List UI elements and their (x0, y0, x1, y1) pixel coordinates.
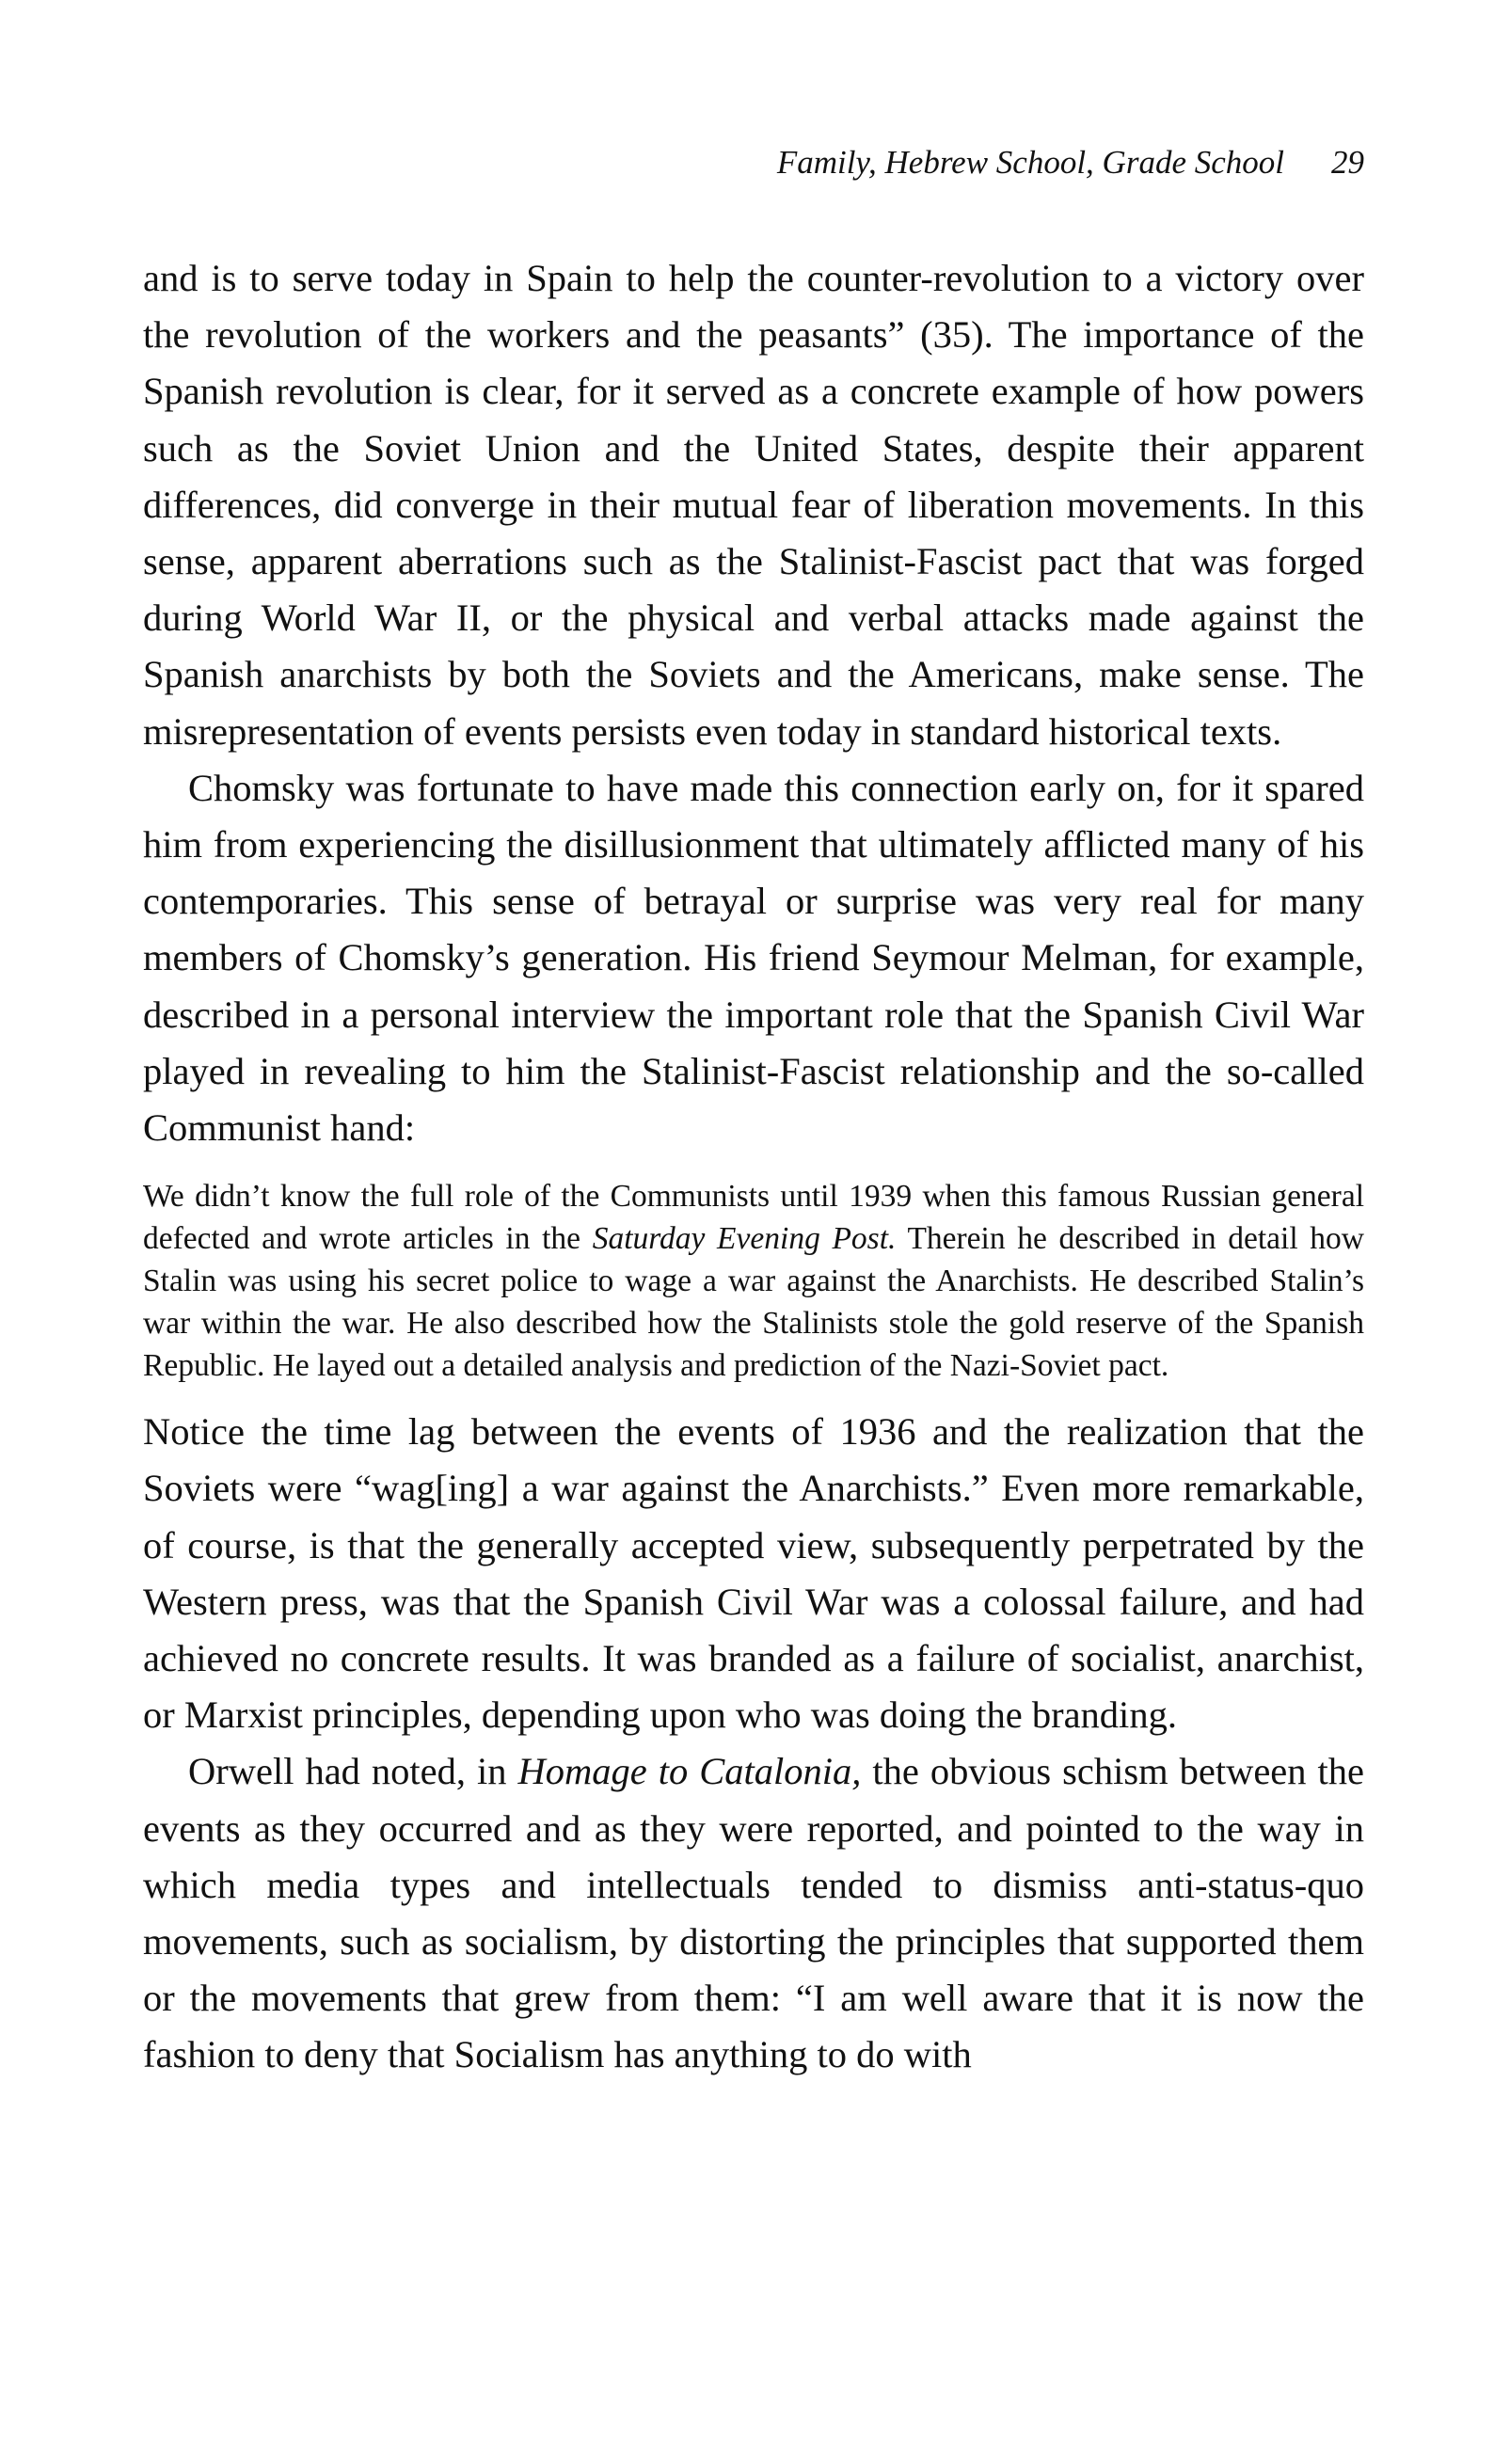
orwell-text-2: the obvious schism between the events as they occurred and as they were reported, and pointed to the way in which media types and intellectuals tended to dismiss anti-status-quo movements, such as socialism, by distorting the principles that supported them or the movements that grew from them: “I am well aware that it is now the fashion to deny that Socialism has anything to do with (143, 1750, 1364, 2076)
paragraph-after-quote: Notice the time lag between the events of 1936 and the realization that the Soviets were “wag[ing] a war against the Anarchists.” Even more remarkable, of course, is that the generally accepted view, subsequently perpetrated by the Western press, was that the Spanish Civil War was a colossal failure, and had achieved no concrete results. It was branded as a failure of socialist, anarchist, or Marxist principles, depending upon who was doing the branding. (143, 1410, 1364, 1737)
paragraph-orwell (143, 1743, 1364, 2083)
book-page (143, 0, 1364, 2464)
quote-text-1: We didn’t know the full role of the Communists until 1939 when this famous Russian general defected and wrote articles in the (143, 1179, 1364, 1257)
page-number: 29 (1331, 144, 1364, 181)
running-head (143, 139, 1364, 186)
paragraph-chomsky: Chomsky was fortunate to have made this connection early on, for it spared him from experiencing the disillusionment that ultimately afflicted many of his contemporaries. This sense of betrayal or surprise was very real for many members of Chomsky’s generation. His friend Seymour Melman, for example, described in a personal interview the important role that the Spanish Civil War played in revealing to him the Stalinist-Fascist relationship and the so-called Communist hand: (143, 766, 1364, 1150)
running-title: Family, Hebrew School, Grade School (776, 144, 1284, 181)
quote-italic-title: Saturday Evening Post. (592, 1221, 897, 1257)
orwell-text-1: Orwell had noted, in (188, 1750, 518, 1793)
block-quote-melman (143, 1175, 1364, 1387)
quote-text-2: Therein he described in detail how Stalin was using his secret police to wage a war against the Anarchists. He described Stalin’s war within the war. He also described how the Stalinists stole the gold reserve of the Spanish Republic. He layed out a detailed analysis and prediction of the Nazi-Soviet pact. (143, 1221, 1364, 1384)
body-text (143, 250, 1364, 2084)
orwell-italic-title: Homage to Catalonia, (517, 1750, 862, 1793)
paragraph-continued: and is to serve today in Spain to help the counter-revolution to a victory over the revolution of the workers and the peasants” (35). The importance of the Spanish revolution is clear, for it served as a concrete example of how powers such as the Soviet Union and the United States, despite their apparent differences, did converge in their mutual fear of liberation movements. In this sense, apparent aberrations such as the Stalinist-Fascist pact that was forged during World War II, or the physical and verbal attacks made against the Spanish anarchists by both the Soviets and the Americans, make sense. The misrepresentation of events persists even today in standard historical texts. (143, 257, 1364, 753)
